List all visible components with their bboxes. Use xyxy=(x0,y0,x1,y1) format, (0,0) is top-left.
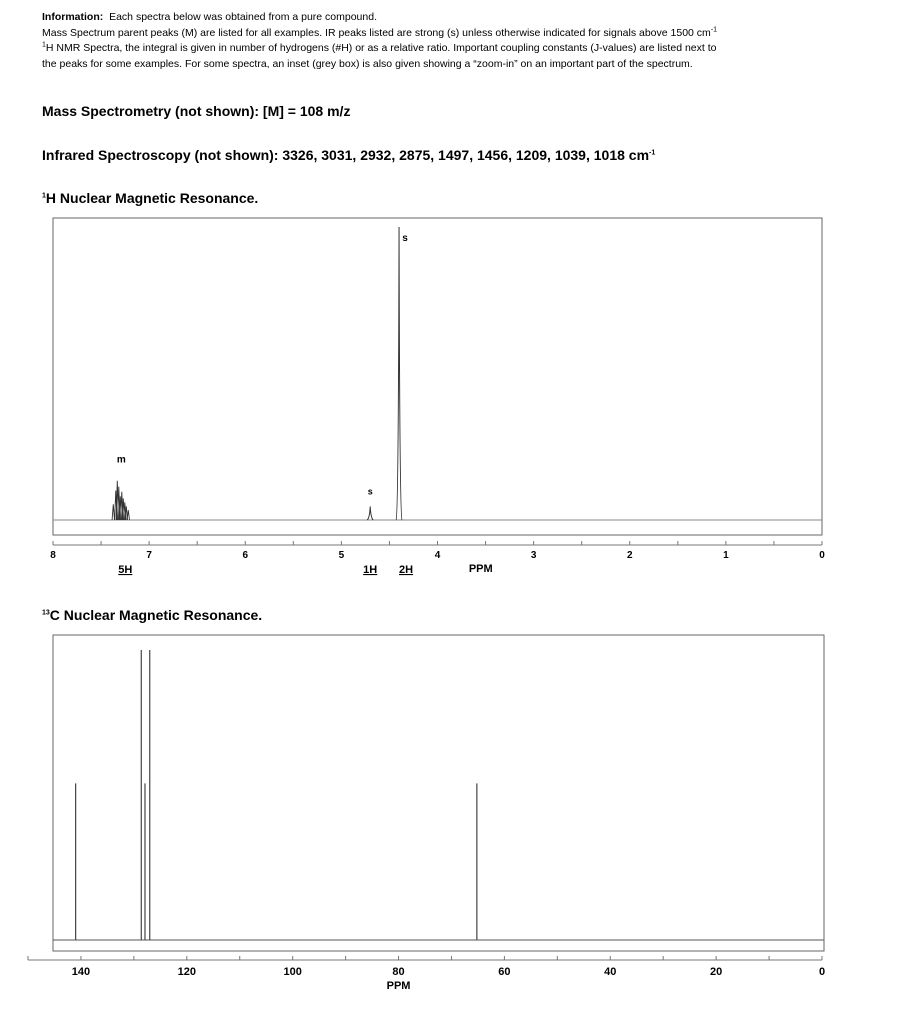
c-nmr-tick-label: 0 xyxy=(818,966,826,978)
h-nmr-tick-label: 0 xyxy=(819,550,825,561)
h-nmr-integral-label: 1H xyxy=(363,564,378,576)
info-text-1: Each spectra below was obtained from a pure compound. xyxy=(109,11,377,23)
h-nmr-tick-label: 7 xyxy=(146,550,152,561)
h-nmr-heading-text: H Nuclear Magnetic Resonance. xyxy=(45,190,259,206)
info-label: Information: xyxy=(42,11,104,23)
c-nmr-tick-label: 120 xyxy=(177,966,196,978)
c-nmr-axis-unit: PPM xyxy=(386,980,411,992)
h-nmr-heading-sup: 1 xyxy=(42,192,46,200)
h-nmr-integral-label: 2H xyxy=(399,564,414,576)
info-text-3: H NMR Spectra, the integral is given in number of hydrogens (#H) or as a relative ratio. Important coupling constants (J-values) are listed next to xyxy=(45,42,717,54)
h-nmr-tick-label: 4 xyxy=(434,550,441,561)
c-nmr-plot-frame xyxy=(53,635,824,951)
c-nmr-tick-label: 140 xyxy=(71,966,91,978)
c-nmr-tick-label: 40 xyxy=(604,966,617,978)
c-nmr-tick-label: 60 xyxy=(498,966,511,978)
h-nmr-peak-label: s xyxy=(402,233,408,245)
c-nmr-tick-label: 20 xyxy=(710,966,723,978)
c-nmr-tick-label: 80 xyxy=(392,966,405,978)
mass-spec-text: Mass Spectrometry (not shown): [M] = 108 m/z xyxy=(42,103,351,119)
c-nmr-tick-label: 100 xyxy=(283,966,302,978)
h-nmr-tick-label: 6 xyxy=(242,550,249,561)
info-sup-2: -1 xyxy=(710,26,718,33)
c-nmr-heading-sup: 13 xyxy=(42,609,50,617)
h-nmr-tick-label: 2 xyxy=(626,550,633,561)
ir-sup: -1 xyxy=(649,149,656,157)
h-nmr-tick-label: 5 xyxy=(338,550,345,561)
info-text-4: the peaks for some examples. For some spectra, an inset (grey box) is also given showing a “zoom-in” on an important part of the spectrum. xyxy=(42,57,693,70)
h-nmr-tick-label: 1 xyxy=(723,550,729,561)
h-nmr-tick-label: 8 xyxy=(50,550,56,561)
h-nmr-peak-label: s xyxy=(367,486,373,497)
h-nmr-peak-label: m xyxy=(116,454,126,466)
c-nmr-heading-text: C Nuclear Magnetic Resonance. xyxy=(49,607,263,623)
ir-text: Infrared Spectroscopy (not shown): 3326, 3031, 2932, 2875, 1497, 1456, 1209, 1039, 1018 cm xyxy=(42,147,650,163)
h-nmr-integral-label: 5H xyxy=(118,564,133,576)
info-text-2: Mass Spectrum parent peaks (M) are listed for all examples. IR peaks listed are strong (s) unless otherwise indicated for signals above 1500 cm xyxy=(42,26,711,39)
info-sup-3: 1 xyxy=(42,41,46,49)
h-nmr-axis-unit: PPM xyxy=(468,563,493,575)
h-nmr-tick-label: 3 xyxy=(530,550,537,561)
